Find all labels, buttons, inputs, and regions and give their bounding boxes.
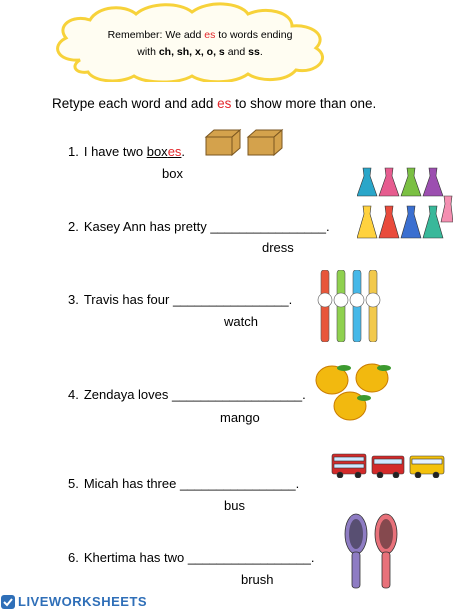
answer-4[interactable]: __________________ xyxy=(172,387,303,402)
reminder-text: Remember: We add es to words ending with ch, sh, x, o, s and ss. xyxy=(107,29,293,58)
watches-icon xyxy=(315,270,385,342)
boxes-icon xyxy=(204,127,284,157)
question-3: 3. Travis has four ________________. xyxy=(68,292,293,307)
word-1: box xyxy=(162,166,183,181)
instruction: Retype each word and add es to show more than one. xyxy=(52,96,377,111)
answer-6[interactable]: _________________ xyxy=(187,550,311,565)
question-2: 2. Kasey Ann has pretty ________________. xyxy=(68,219,330,234)
answer-1[interactable]: boxes xyxy=(146,144,182,159)
word-4: mango xyxy=(220,410,260,425)
word-5: bus xyxy=(224,498,245,513)
dresses-icon xyxy=(357,166,453,246)
liveworksheets-footer xyxy=(0,592,474,611)
brushes-icon xyxy=(342,512,402,590)
answer-3[interactable]: ________________ xyxy=(172,292,289,307)
brand-name[interactable]: LIVEWORKSHEETS xyxy=(18,594,148,609)
question-5: 5. Micah has three ________________. xyxy=(68,476,300,491)
answer-2[interactable]: ________________ xyxy=(210,219,326,234)
mangoes-icon xyxy=(314,358,394,424)
buses-icon xyxy=(330,452,446,478)
answer-5[interactable]: ________________ xyxy=(179,476,296,491)
word-3: watch xyxy=(224,314,258,329)
liveworksheets-logo-icon xyxy=(0,594,16,610)
question-4: 4. Zendaya loves __________________. xyxy=(68,387,306,402)
word-6: brush xyxy=(241,572,274,587)
question-6: 6. Khertima has two _________________. xyxy=(68,550,315,565)
word-2: dress xyxy=(262,240,294,255)
question-1: 1. I have two boxes. xyxy=(68,144,186,159)
